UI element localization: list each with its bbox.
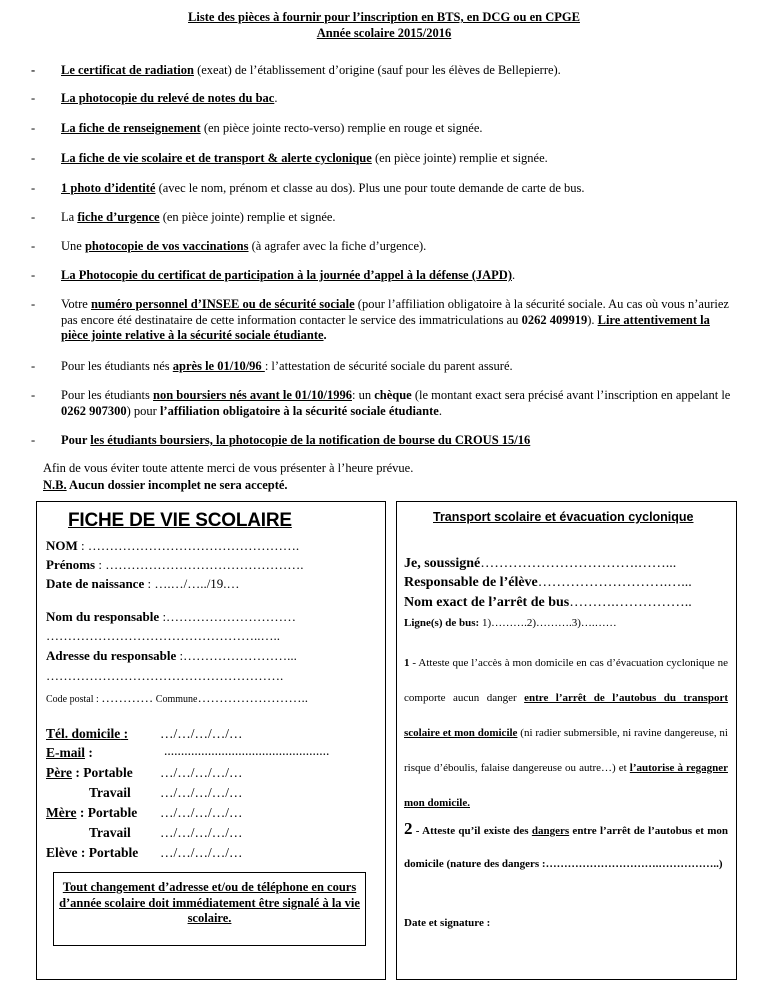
- tel-domicile-label: Tél. domicile :: [46, 726, 129, 741]
- list-text: La fiche de vie scolaire et de transport & alerte cyclonique (en pièce jointe) remplie et signée.: [61, 151, 548, 165]
- list-dash: -: [31, 388, 36, 402]
- mere-travail-value[interactable]: …/…/…/…/…: [160, 825, 243, 840]
- list-dash: -: [31, 268, 36, 282]
- list-dash: -: [31, 433, 36, 447]
- email-value[interactable]: .................................................: [164, 743, 330, 758]
- list-text: La fiche d’urgence (en pièce jointe) remplie et signée.: [61, 210, 336, 224]
- header-title: Liste des pièces à fournir pour l’inscription en BTS, en DCG ou en CPGE: [188, 10, 580, 24]
- pere-portable-value[interactable]: …/…/…/…/…: [160, 765, 243, 780]
- list-text: La fiche de renseignement (en pièce jointe recto-verso) remplie en rouge et signée.: [61, 121, 483, 135]
- prenoms-field[interactable]: Prénoms : ……………………………………….: [46, 557, 304, 572]
- fiche-title: FICHE DE VIE SCOLAIRE: [68, 510, 292, 531]
- arret-bus-field[interactable]: Nom exact de l’arrêt de bus……….……………..: [404, 595, 692, 610]
- list-dash: -: [31, 63, 36, 77]
- signature-label: Date et signature :: [404, 917, 491, 929]
- list-text: Pour les étudiants nés après le 01/10/96 : l’attestation de sécurité sociale du parent assuré.: [61, 359, 513, 373]
- list-dash: -: [31, 181, 36, 195]
- responsable-eleve-field[interactable]: Responsable de l’élève……………………….…...: [404, 575, 692, 590]
- list-dash: -: [31, 210, 36, 224]
- adresse-field-line2[interactable]: ……………………………………………….: [46, 668, 284, 683]
- warning-text: Tout changement d’adresse et/ou de téléphone en cours d’année scolaire doit immédiatement être signalé à la vie scolaire.: [59, 880, 360, 926]
- list-dash: -: [31, 151, 36, 165]
- nb-line: N.B. Aucun dossier incomplet ne sera accepté.: [43, 478, 288, 492]
- attestation-2: 2 - Atteste qu’il existe des dangers entre l’arrêt de l’autobus et mon domicile (nature des dangers :………………………….……………..): [404, 819, 728, 870]
- lignes-bus-field[interactable]: Ligne(s) de bus: 1)……….2)……….3)….……: [404, 617, 617, 629]
- nom-field[interactable]: NOM : ………………………………………….: [46, 538, 300, 553]
- mere-portable-value[interactable]: …/…/…/…/…: [160, 805, 243, 820]
- pere-label: Père : Portable: [46, 765, 133, 780]
- soussigne-field[interactable]: Je, soussigné…………………………….……...: [404, 556, 677, 571]
- responsable-field[interactable]: Nom du responsable :…………………………: [46, 609, 297, 624]
- list-text: Une photocopie de vos vaccinations (à agrafer avec la fiche d’urgence).: [61, 239, 427, 253]
- list-text: Pour les étudiants non boursiers nés avant le 01/10/1996: un chèque (le montant exact sera précisé avant l’inscription en appelant le 0262 907300) pour l’affiliation obligatoire à la sécurité sociale étudiante.: [61, 388, 731, 418]
- list-dash: -: [31, 239, 36, 253]
- list-dash: -: [31, 91, 36, 105]
- list-dash: -: [31, 359, 36, 373]
- pere-travail-label: Travail: [89, 785, 131, 800]
- responsable-field-line2[interactable]: …………………………………………..…..: [46, 628, 280, 643]
- list-text: La Photocopie du certificat de participation à la journée d’appel à la défense (JAPD).: [61, 268, 516, 282]
- list-text: Le certificat de radiation (exeat) de l’établissement d’origine (sauf pour les élèves de Bellepierre).: [61, 63, 561, 77]
- adresse-field[interactable]: Adresse du responsable :……………………...: [46, 648, 297, 663]
- list-text: Pour les étudiants boursiers, la photocopie de la notification de bourse du CROUS 15/16: [61, 433, 531, 447]
- header-year: Année scolaire 2015/2016: [316, 26, 452, 40]
- transport-title: Transport scolaire et évacuation cyclonique: [433, 510, 694, 524]
- eleve-portable-value[interactable]: …/…/…/…/…: [160, 845, 243, 860]
- attestation-1: 1 - Atteste que l’accès à mon domicile en cas d’évacuation cyclonique ne comporte aucun danger entre l’arrêt de l’autobus du transport scolaire et mon domicile (ni radier submersible, ni ravine dangereuse, ni risque d’éboulis, falaise dangereuse ou autre…) et l’autorise à regagner mon domicile.: [404, 657, 729, 809]
- list-text: La photocopie du relevé de notes du bac.: [61, 91, 278, 105]
- list-text: 1 photo d’identité (avec le nom, prénom et classe au dos). Plus une pour toute demande de carte de bus.: [61, 181, 585, 195]
- list-dash: -: [31, 121, 36, 135]
- notice-line: Afin de vous éviter toute attente merci de vous présenter à l’heure prévue.: [43, 461, 414, 475]
- tel-domicile-value[interactable]: …/…/…/…/…: [160, 726, 243, 741]
- email-label: E-mail :: [46, 745, 93, 760]
- mere-label: Mère : Portable: [46, 805, 138, 820]
- pere-travail-value[interactable]: …/…/…/…/…: [160, 785, 243, 800]
- eleve-label: Elève : Portable: [46, 845, 139, 860]
- code-postal-field[interactable]: Code postal : ………… Commune……………………..: [46, 690, 308, 705]
- mere-travail-label: Travail: [89, 825, 131, 840]
- list-dash: -: [31, 297, 36, 311]
- list-text: Votre numéro personnel d’INSEE ou de sécurité sociale (pour l’affiliation obligatoire à la sécurité sociale. Au cas où vous n’auriez pas encore été destinataire de cette information contacter le service des immatriculations au 0262 409919). Lire attentivement la pièce jointe relative à la sécurité sociale étudiante.: [61, 297, 729, 343]
- naissance-field[interactable]: Date de naissance : ….…/…../19.…: [46, 576, 240, 591]
